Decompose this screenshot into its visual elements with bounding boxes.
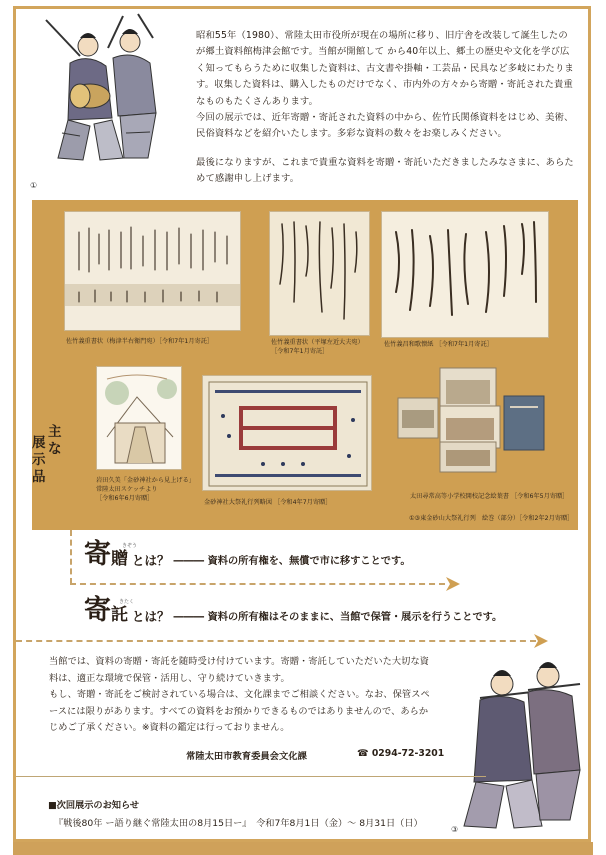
kizo-rest-char: 贈 [111, 549, 128, 569]
organization-name: 常陸太田市教育委員会文化課 [186, 751, 307, 762]
caption-school-postcards: 太田尋常高等小学校開校記念絵葉書 ［令和6年5月寄贈］ [410, 493, 569, 500]
photo-procession-map [202, 375, 372, 491]
vlabel-char-5: 品 [32, 469, 46, 485]
arrow-right-icon [446, 576, 460, 595]
flute-player-illustration [440, 640, 590, 840]
caption-procession-map: 金砂神社大祭礼行列略図 ［令和4年7月寄贈］ [204, 499, 332, 506]
kizo-ruby: きぞう [122, 543, 138, 549]
photo-satake-letter-hiratsuka [269, 211, 370, 336]
guidance-line-2: 料は、適正な環境で保管・活用し、守り続けていきます。 [49, 672, 290, 684]
vlabel-char-2: な [48, 441, 62, 457]
intro-paragraph-2: 今回の展示では、近年寄贈・寄託された資料の中から、佐竹氏関係資料をはじめ、美術、民俗資料などを紹介いたします。多彩な資料の数々をお楽しみください。 [196, 112, 574, 140]
phone-number: ☎ 0294-72-3201 [357, 748, 445, 759]
caption-satake-letter-umezu: 佐竹義重書状（梅津半右衛門宛）［令和7年1月寄託］ [66, 338, 214, 345]
exhibit-gallery [32, 200, 578, 530]
vlabel-char-4: 示 [32, 452, 46, 468]
definition-kizo [84, 540, 411, 570]
next-exhibit-heading: ■次回展示のお知らせ [48, 800, 140, 811]
caption-satake-letter-hiratsuka-2: ［令和7年1月寄託］ [271, 348, 329, 355]
illustration-number-bottom: ③ [451, 825, 459, 834]
kitaku-ruby: きたく [119, 599, 135, 605]
kitaku-big-char: 寄 [84, 595, 111, 626]
caption-kanasa-sketch-2: 常陸太田スケッチより [96, 486, 158, 493]
intro-paragraph-1: 昭和55年（1980）、常陸太田市役所が現在の場所に移り、旧庁舎を改装して誕生したのが郷土資料館梅津会館です。当館が開館して から40年以上、郷土の歴史や文化を学び広く知ってもらうために収集した資料は、古文書や掛軸・工芸品・民具など多岐にわたります。収集した資料は、購入したものだけでなく、市内外の方々から寄贈・寄託された貴重なものもたくさんあります。 [196, 30, 574, 107]
page-frame-bottom-band [13, 842, 593, 855]
intro-text [196, 28, 576, 200]
photo-school-postcards [396, 366, 564, 474]
kizo-toha: とは？ [132, 553, 170, 568]
donation-guidance-text [49, 654, 449, 737]
dashed-guide-upper [70, 583, 445, 585]
illustration-number-top: ① [30, 181, 38, 190]
caption-kanasa-sketch-3: ［令和6年6月寄贈］ [96, 495, 154, 502]
guidance-line-5: じめご了承ください。※資料の鑑定は行っておりません。 [49, 722, 290, 734]
photo-satake-poem-sheet [381, 211, 549, 338]
dashed-guide-vertical [70, 530, 72, 584]
kitaku-sentence: ――― 資料の所有権はそのままに、当館で保管・展示を行うことです。 [173, 612, 503, 623]
kitaku-rest-char: 託 [111, 605, 128, 625]
kizo-big-char: 寄 [84, 539, 111, 570]
kizo-sentence: ――― 資料の所有権を、無償で市に移すことです。 [173, 556, 411, 567]
definition-kitaku [84, 596, 502, 626]
photo-satake-letter-umezu [64, 211, 241, 331]
guidance-line-4: ースには限りがあります。すべての資料をお預かりできるものではありませんので、あらか [49, 705, 429, 717]
chevron-down-icon [56, 365, 74, 391]
guidance-line-1: 当館では、資料の寄贈・寄託を随時受け付けています。寄贈・寄託していただいた大切な資 [49, 656, 430, 667]
drummer-illustration [28, 8, 188, 173]
guidance-line-3: もし、寄贈・寄託をご検討されている場合は、文化課までご相談ください。なお、保管スペ [49, 689, 430, 701]
caption-kanasa-sketch-1: 岩田久美「金砂神社から見上げる」 [96, 477, 195, 484]
vlabel-char-3: 展 [32, 435, 46, 451]
photo-kanasa-shrine-sketch [96, 366, 182, 470]
next-exhibit-divider [16, 776, 486, 777]
intro-paragraph-3: 最後になりますが、これまで貴重な資料を寄贈・寄託いただきましたみなさまに、あらためて感謝申し上げます。 [196, 156, 574, 185]
caption-satake-poem-sheet: 佐竹義昌和歌懐紙 ［令和7年1月寄託］ [384, 341, 493, 348]
caption-satake-letter-hiratsuka-1: 佐竹義重書状（平塚左近大夫宛） [271, 339, 364, 346]
next-exhibit-info: 『戦後80年 ー語り継ぐ常陸太田の8月15日ー』 令和7年8月1日（金）〜 8月31日（日） [54, 818, 423, 829]
vlabel-char-1: 主 [48, 424, 62, 440]
caption-procession-scroll: ①③東金砂山大祭礼行列 絵巻（部分）［令和2年2月寄贈］ [409, 515, 574, 522]
kitaku-toha: とは？ [132, 609, 170, 624]
